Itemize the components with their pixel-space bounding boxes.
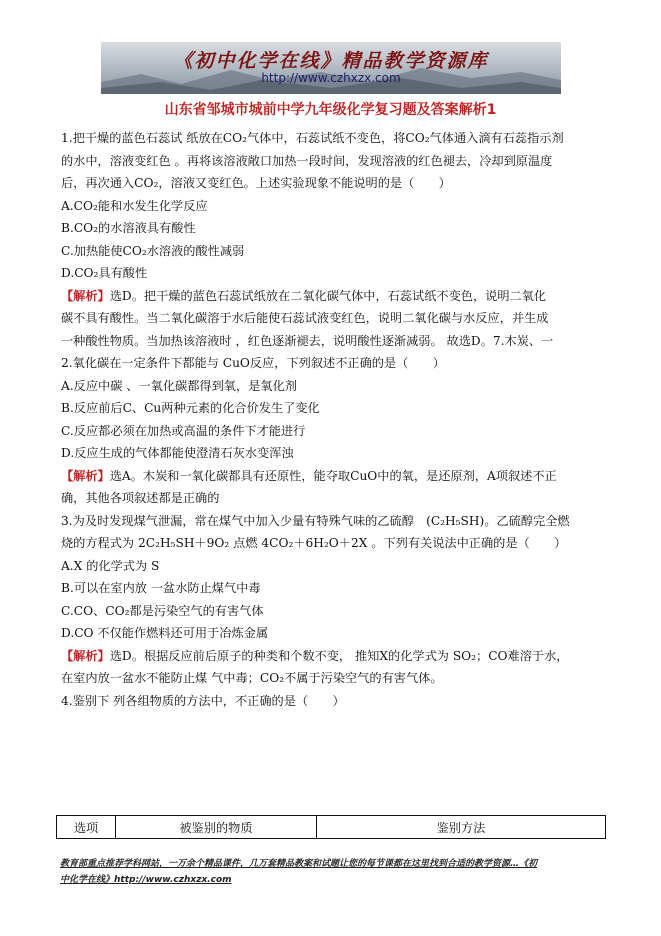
option-line: B.反应前后C、Cu两种元素的化合价发生了变化 xyxy=(61,401,320,415)
text-line: 4.鉴别下 列各组物质的方法中，不正确的是（ ） xyxy=(61,693,345,708)
text-line: 1.把干燥的蓝色石蕊试 纸放在CO₂气体中，石蕊试纸不变色，将CO₂气体通入滴有石蕊指示剂 xyxy=(61,131,564,145)
option-line: C.CO、CO₂都是污染空气的有害气体 xyxy=(61,603,264,618)
option-line: C.反应都必须在加热或高温的条件下才能进行 xyxy=(61,423,306,438)
footer-text: 教育部重点推荐学科网站，一万余个精品课件，几万套精品教案和试题让您的每节课都在这里找到合适的教学资源…《初 xyxy=(60,859,538,869)
header-banner xyxy=(101,42,561,94)
table-header-cell: 选项 xyxy=(57,816,116,839)
option-line: D.CO 不仅能作燃料还可用于冶炼金属 xyxy=(61,626,269,640)
analysis-line: 【解析】选D。把干燥的蓝色石蕊试纸放在二氧化碳气体中，石蕊试纸不变色，说明二氧化 xyxy=(61,288,547,303)
analysis-line: 【解析】选D。根据反应前后原子的种类和个数不变， 推知X的化学式为 SO₂；CO难溶于水， xyxy=(61,648,569,663)
option-line: C.加热能使CO₂水溶液的酸性减弱 xyxy=(61,243,245,258)
document-title: 山东省邹城市城前中学九年级化学复习题及答案解析1 xyxy=(164,102,497,118)
analysis-label: 【解析】 xyxy=(61,468,110,483)
text-line: 2.氧化碳在一定条件下都能与 CuO反应，下列叙述不正确的是（ ） xyxy=(61,356,445,370)
table-header-cell: 被鉴别的物质 xyxy=(116,816,317,839)
analysis-line: 【解析】选A。木炭和一氧化碳都具有还原性，能夺取CuO中的氧，是还原剂，A项叙述不正 xyxy=(61,468,557,483)
option-line: A.X 的化学式为 S xyxy=(61,558,160,573)
option-line: B.CO₂的水溶液具有酸性 xyxy=(61,221,196,235)
document-body xyxy=(61,127,613,712)
table-header-cell: 鉴别方法 xyxy=(317,816,606,839)
analysis-label: 【解析】 xyxy=(61,648,110,663)
option-line: B.可以在室内放 一盆水防止煤气中毒 xyxy=(61,581,261,595)
page-footer xyxy=(60,856,620,888)
banner-title: 《初中化学在线》精品教学资源库 xyxy=(173,50,489,72)
equation-line: 烧的方程式为 2C₂H₅SH＋9O₂ 点燃 4CO₂＋6H₂O＋2X 。下列有关说法中正确的是（ ） xyxy=(61,536,567,550)
text-line: 碳不具有酸性。当二氧化碳溶于水后能使石蕊试液变红色，说明二氧化碳与水反应，并生成 xyxy=(61,311,549,325)
footer-link[interactable]: 中化学在线》http://www.czhxzx.com xyxy=(60,875,232,885)
table-header-row xyxy=(57,816,606,839)
banner-url[interactable]: http://www.czhxzx.com xyxy=(261,71,401,85)
question-table xyxy=(56,815,606,839)
option-line: D.CO₂具有酸性 xyxy=(61,266,148,280)
text-line: 在室内放一盆水不能防止煤 气中毒；CO₂不属于污染空气的有害气体。 xyxy=(61,671,443,685)
analysis-label: 【解析】 xyxy=(61,288,110,303)
text-line: 3.为及时发现煤气泄漏，常在煤气中加入少量有特殊气味的乙硫醇 (C₂H₅SH)。乙硫醇完全燃 xyxy=(61,513,570,528)
text-line: 确，其他各项叙述都是正确的 xyxy=(61,491,220,505)
text-line: 后，再次通入CO₂，溶液又变红色。上述实验现象不能说明的是（ ） xyxy=(61,176,451,190)
text-line: 一种酸性物质。当加热该溶液时 ，红色逐渐褪去，说明酸性逐渐减弱。 故选D。7.木炭、一 xyxy=(61,333,554,348)
option-line: A.反应中碳 、一氧化碳都得到氧，是氧化剂 xyxy=(61,378,297,393)
text-line: 的水中，溶液变红色 。再将该溶液敞口加热一段时间，发现溶液的红色褪去，冷却到原温度 xyxy=(61,153,553,168)
option-line: D.反应生成的气体都能使澄清石灰水变浑浊 xyxy=(61,446,294,460)
option-line: A.CO₂能和水发生化学反应 xyxy=(61,198,208,213)
